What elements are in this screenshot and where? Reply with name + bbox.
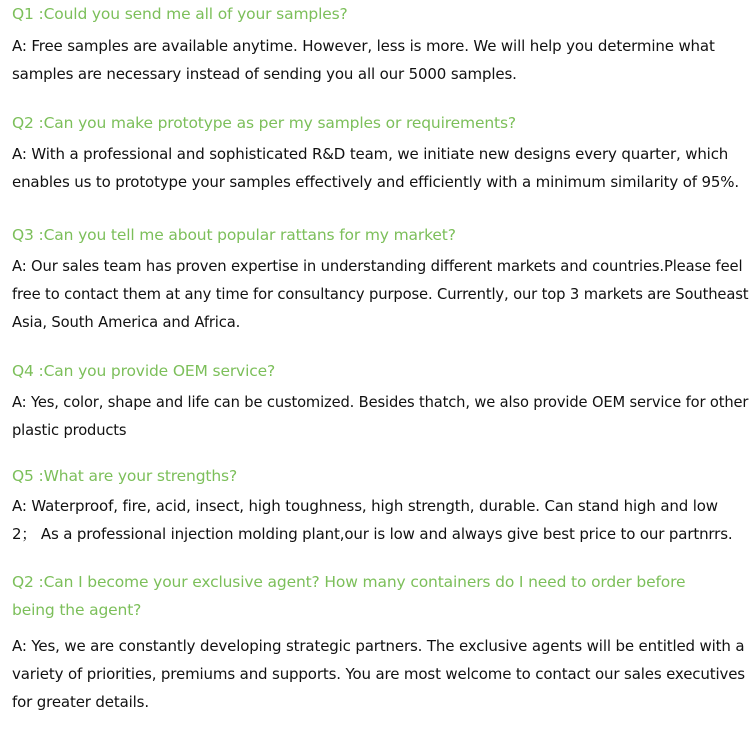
- question-2-line-1: Q2 :Can you make prototype as per my samples or requirements?: [12, 114, 516, 132]
- question-6-line-2: being the agent?: [12, 601, 142, 619]
- answer-2-line-2: enables us to prototype your samples effectively and efficiently with a minimum similarity of 95%.: [12, 173, 739, 191]
- answer-6-line-2: variety of priorities, premiums and supports. You are most welcome to contact our sales executives: [12, 665, 745, 683]
- question-6-line-1: Q2 :Can I become your exclusive agent? How many containers do I need to order before: [12, 573, 686, 591]
- question-5: [12, 462, 237, 490]
- answer-6-line-1: A: Yes, we are constantly developing strategic partners. The exclusive agents will be entitled with a: [12, 637, 745, 655]
- question-3-line-1: Q3 :Can you tell me about popular rattans for my market?: [12, 226, 456, 244]
- question-1-line-1: Q1 :Could you send me all of your samples?: [12, 5, 348, 23]
- question-2: [12, 109, 516, 137]
- answer-3: [12, 252, 750, 336]
- answer-6: [12, 632, 745, 716]
- answer-4-line-1: A: Yes, color, shape and life can be customized. Besides thatch, we also provide OEM service for other: [12, 393, 749, 411]
- answer-2-line-1: A: With a professional and sophisticated R&D team, we initiate new designs every quarter, which: [12, 145, 729, 163]
- answer-4: [12, 388, 750, 444]
- question-3: [12, 221, 456, 249]
- answer-4-line-2: plastic products: [12, 421, 127, 439]
- answer-3-line-3: Asia, South America and Africa.: [12, 313, 241, 331]
- answer-3-line-1: A: Our sales team has proven expertise in understanding different markets and countries.Please feel: [12, 257, 743, 275]
- answer-3-line-2: free to contact them at any time for consultancy purpose. Currently, our top 3 markets are Southeast: [12, 285, 749, 303]
- answer-1: [12, 32, 715, 88]
- answer-1-line-1: A: Free samples are available anytime. However, less is more. We will help you determine what: [12, 37, 715, 55]
- answer-1-line-2: samples are necessary instead of sending you all our 5000 samples.: [12, 65, 517, 83]
- question-5-line-1: Q5 :What are your strengths?: [12, 467, 238, 485]
- answer-5-line-2: 2； As a professional injection molding plant,our is low and always give best price to our partnrrs.: [12, 525, 733, 543]
- question-6: [12, 568, 685, 624]
- answer-5-line-1: A: Waterproof, fire, acid, insect, high toughness, high strength, durable. Can stand high and low: [12, 497, 718, 515]
- question-4-line-1: Q4 :Can you provide OEM service?: [12, 362, 276, 380]
- question-1: [12, 0, 348, 28]
- answer-5: [12, 492, 732, 548]
- answer-2: [12, 140, 739, 196]
- answer-6-line-3: for greater details.: [12, 693, 149, 711]
- question-4: [12, 357, 275, 385]
